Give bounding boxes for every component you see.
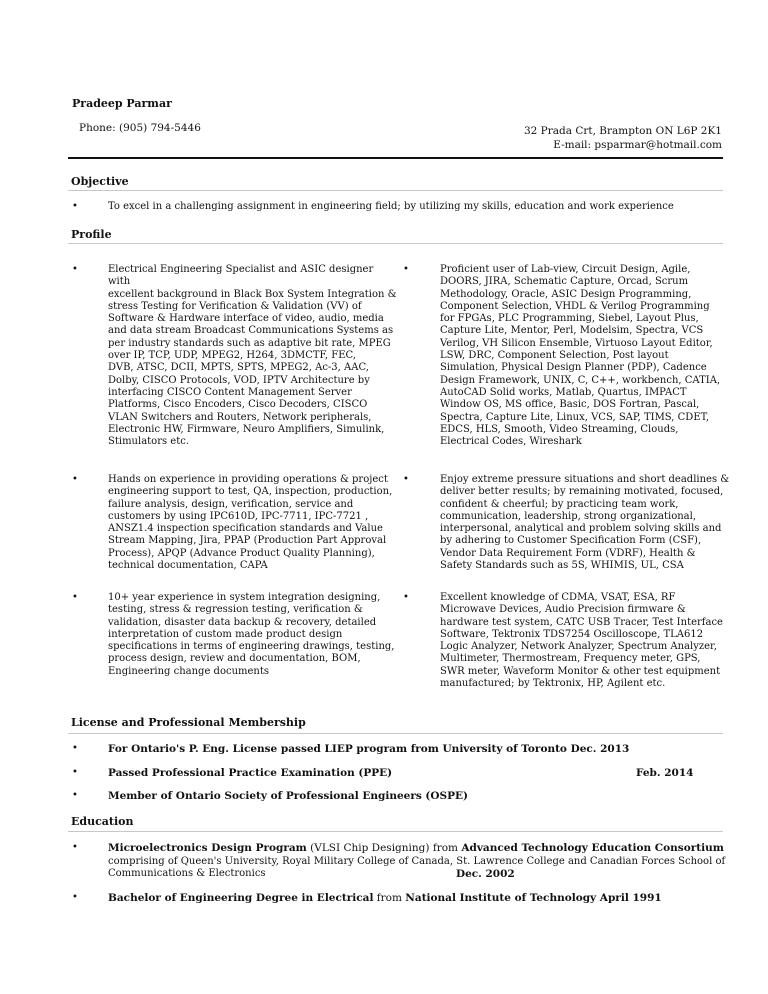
degree-detail: from: [373, 892, 406, 904]
profile-item: Enjoy extreme pressure situations and short deadlines & deliver better results; by remaining motivated, focused, confident & cheerful; by practicing team work, communication, leadership, strong organizational, interpersonal, analytical and problem solving skills and by adhering to Customer Specification Form (CSF), Vendor Data Requirement Form (VDRF), Health & Safety Standards such as 5S, WHIMIS, UL, CSA: [440, 474, 730, 572]
education-description: comprising of Queen's University, Royal Military College of Canada, St. Lawrence College and Canadian Forces School of Communications & Electronics: [108, 856, 726, 880]
license-heading: License and Professional Membership: [71, 716, 306, 729]
profile-bullet: •: [72, 264, 78, 275]
education-item: [108, 842, 728, 855]
school-name: National Institute of Technology April 1991: [405, 892, 662, 904]
degree-name: Bachelor of Engineering Degree in Electrical: [108, 892, 374, 904]
objective-text: To excel in a challenging assignment in engineering field; by utilizing my skills, education and work experience: [108, 201, 674, 212]
license-bullet: •: [72, 767, 78, 778]
education-divider: [68, 831, 723, 832]
profile-divider: [68, 243, 723, 244]
profile-item: Excellent knowledge of CDMA, VSAT, ESA, RF Microwave Devices, Audio Precision firmware & hardware test system, CATC USB Tracer, Test Interface Software, Tektronix TDS7254 Oscilloscope, TLA612 Logic Analyzer, Network Analyzer, Spectrum Analyzer, Multimeter, Thermostream, Frequency meter, GPS, SWR meter, Waveform Monitor & other test equipment manufactured; by Tektronix, HP, Agilent etc.: [440, 592, 723, 690]
profile-bullet: •: [403, 474, 409, 485]
header-divider: [68, 157, 723, 159]
profile-bullet: •: [403, 592, 409, 603]
profile-bullet: •: [403, 264, 409, 275]
degree-name: Microelectronics Design Program: [108, 842, 307, 854]
email-address: E-mail: psparmar@hotmail.com: [553, 139, 722, 151]
education-bullet: •: [72, 842, 78, 853]
education-item: [108, 892, 728, 905]
objective-bullet: •: [72, 201, 78, 212]
license-bullet: •: [72, 743, 78, 754]
license-bullet: •: [72, 790, 78, 801]
profile-item: Hands on experience in providing operations & project engineering support to test, QA, inspection, production, failure analysis, design, verification, service and customers by using IPC610D, IPC-7711, IPC-7721 , ANSZ1.4 inspection specification standards and Value Stream Mapping, Jira, PPAP (Production Part Approval Process), APQP (Advance Product Quality Planning), technical documentation, CAPA: [108, 474, 393, 572]
license-divider: [68, 733, 723, 734]
education-bullet: •: [72, 892, 78, 903]
objective-divider: [68, 190, 723, 191]
phone-number: Phone: (905) 794-5446: [79, 122, 201, 134]
profile-item: 10+ year experience in system integration designing, testing, stress & regression testing, verification & validation, disaster data backup & recovery, detailed interpretation of custom made product design specifications in terms of engineering drawings, testing, process design, review and documentation, BOM, Engineering change documents: [108, 592, 395, 677]
profile-heading: Profile: [71, 228, 112, 241]
profile-bullet: •: [72, 474, 78, 485]
license-item: Member of Ontario Society of Professional Engineers (OSPE): [108, 790, 468, 802]
license-item: Passed Professional Practice Examination (PPE): [108, 767, 393, 779]
applicant-name: Pradeep Parmar: [72, 97, 172, 110]
profile-item: Proficient user of Lab-view, Circuit Design, Agile, DOORS, JIRA, Schematic Capture, Orcad, Scrum Methodology, Oracle, ASIC Design Programming, Component Selection, VHDL & Verilog Programming for FPGAs, PLC Programming, Siebel, Layout Plus, Capture Lite, Mentor, Perl, Modelsim, Spectra, VCS Verilog, VH Silicon Ensemble, Virtuoso Layout Editor, LSW, DRC, Component Selection, Post layout Simulation, Physical Design Planner (PDP), Cadence Design Framework, UNIX, C, C++, workbench, CATIA, AutoCAD Solid works, Matlab, Quartus, IMPACT Window OS, MS office, Basic, DOS Fortran, Pascal, Spectra, Capture Lite, Linux, VCS, SAP, TIMS, CDET, EDCS, HLS, Smooth, Video Streaming, Clouds, Electrical Codes, Wireshark: [440, 264, 721, 448]
education-heading: Education: [71, 815, 134, 828]
profile-item: Electrical Engineering Specialist and ASIC designer with excellent background in Black Box System Integration & stress Testing for Verification & Validation (VV) of Software & Hardware interface of video, audio, media and data stream Broadcast Communications Systems as per industry standards such as adaptive bit rate, MPEG over IP, TCP, UDP, MPEG2, H264, 3DMCTF, FEC, DVB, ATSC, DCII, MPTS, SPTS, MPEG2, Ac-3, AAC, Dolby, CISCO Protocols, VOD, IPTV Architecture by interfacing CISCO Content Management Server Platforms, Cisco Encoders, Cisco Decoders, CISCO VLAN Switchers and Routers, Network peripherals, Electronic HW, Firmware, Neuro Amplifiers, Simulink, Stimulators etc.: [108, 264, 397, 448]
contact-block: [524, 124, 722, 152]
license-item: For Ontario's P. Eng. License passed LIEP program from University of Toronto Dec. 2013: [108, 743, 630, 755]
license-date: Feb. 2014: [636, 767, 694, 779]
objective-heading: Objective: [71, 175, 129, 188]
profile-bullet: •: [72, 592, 78, 603]
street-address: 32 Prada Crt, Brampton ON L6P 2K1: [523, 125, 722, 137]
degree-detail: (VLSI Chip Designing) from: [306, 842, 462, 854]
school-name: Advanced Technology Education Consortium: [461, 842, 724, 854]
education-date: Dec. 2002: [456, 868, 515, 880]
